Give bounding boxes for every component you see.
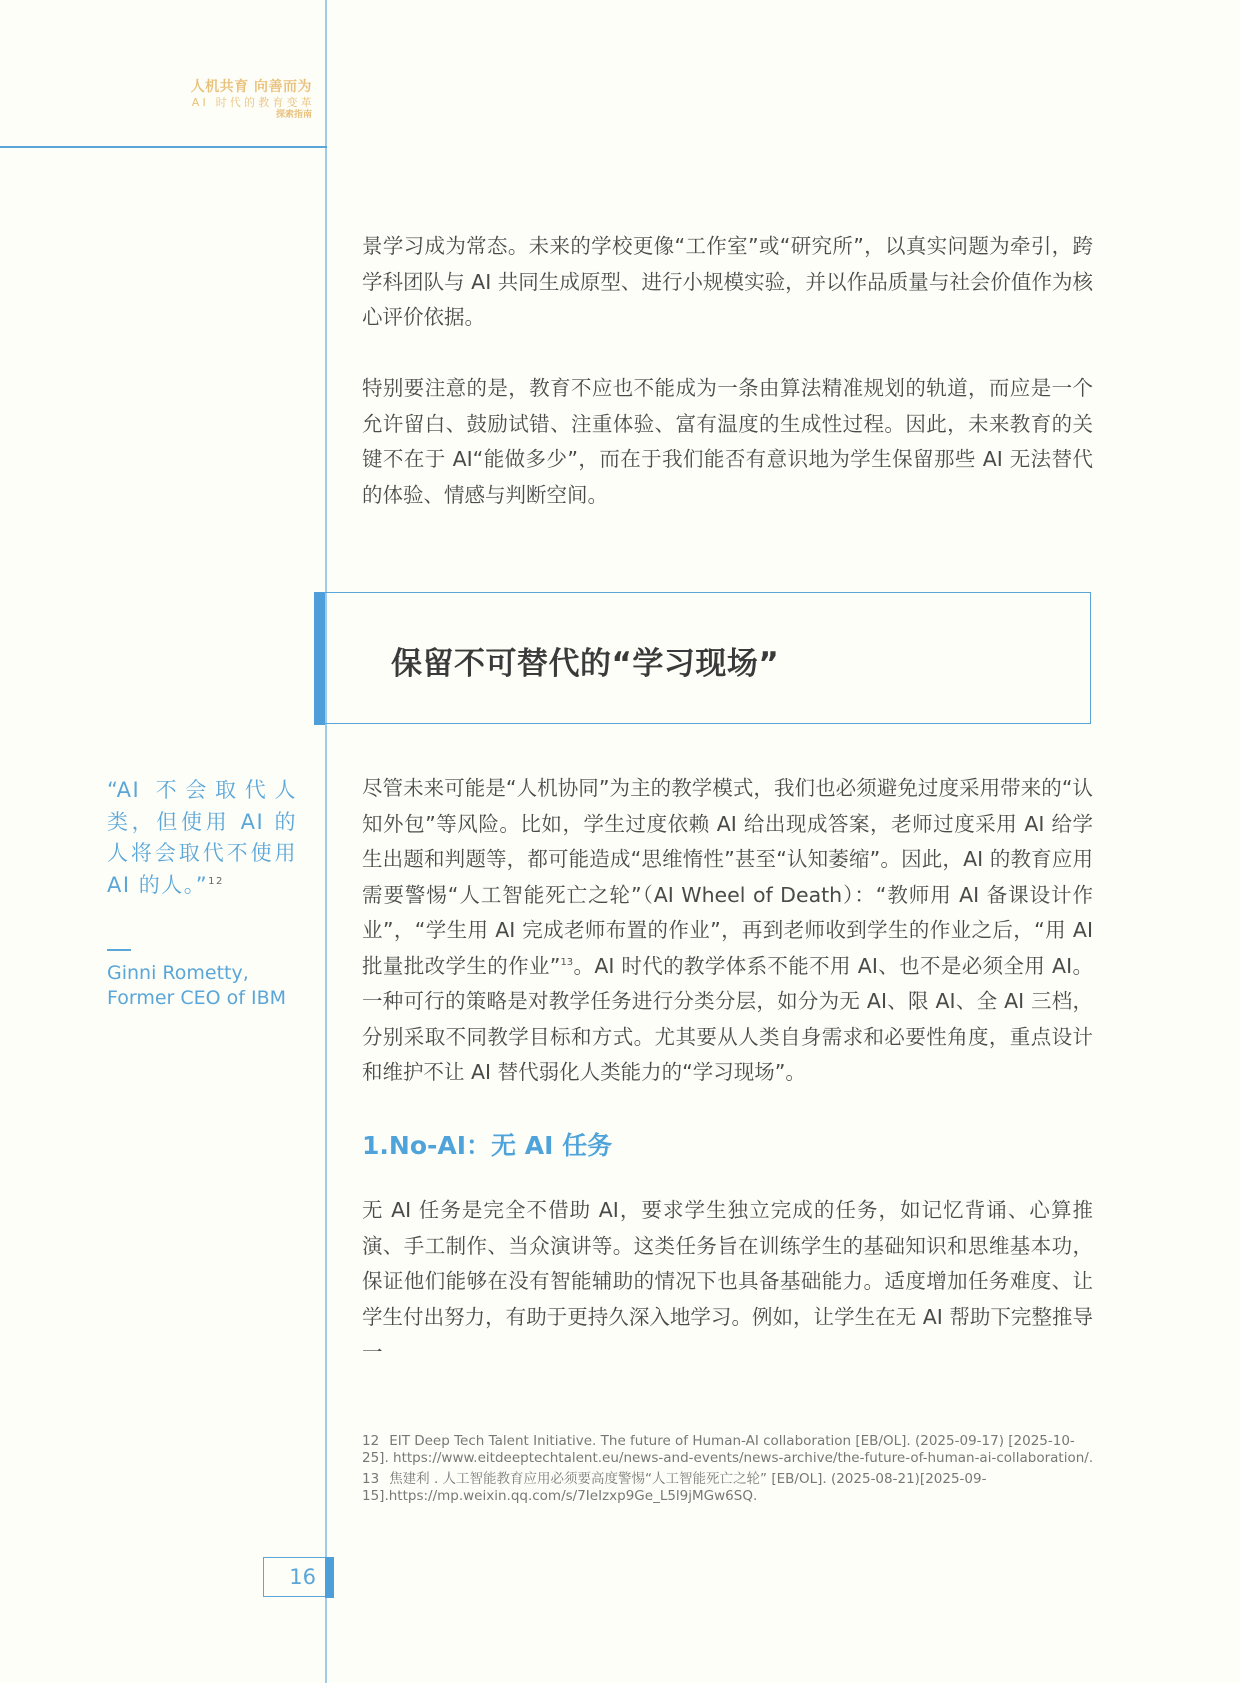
paragraph-2: 特别要注意的是，教育不应也不能成为一条由算法精准规划的轨道，而应是一个允许留白、鼓励试错、注重体验、富有温度的生成性过程。因此，未来教育的关键不在于 AI“能做多少”，而在于我们能否有意识地为学生保留那些 AI 无法替代的体验、情感与判断空间。 (362, 376, 1093, 507)
section-title: 保留不可替代的“学习现场” (391, 646, 780, 682)
footnote-ref-12[interactable]: 12 (208, 875, 224, 887)
footnote-number: 12 (362, 1433, 380, 1449)
header-subtitle: AI 时代的教育变革 (191, 96, 315, 109)
header-tagline: 探索指南 (275, 110, 312, 120)
paragraph-1: 景学习成为常态。未来的学校更像“工作室”或“研究所”，以真实问题为牵引，跨学科团队与 AI 共同生成原型、进行小规模实验，并以作品质量与社会价值作为核心评价依据。 (362, 234, 1093, 329)
footnote-ref-13[interactable]: 13 (560, 956, 574, 968)
paragraph-3 (362, 771, 1093, 1091)
quote-text: “AI 不会取代人类，但使用 AI 的人将会取代不使用 AI 的人。” (107, 778, 297, 897)
header-rule (0, 146, 327, 148)
header-title: 人机共育 向善而为 (190, 79, 312, 95)
author-name: Ginni Rometty, (107, 962, 249, 984)
footnote-text: 焦建利 . 人工智能教育应用必须要高度警惕“人工智能死亡之轮” [EB/OL]. (2025-08-21)[2025-09-15].https://mp.weixin.qq.com/s/7IeIzxp9Ge_L5l9jMGw6SQ. (362, 1471, 987, 1504)
footnote-12 (362, 1433, 1097, 1466)
footnote-13 (362, 1471, 1097, 1504)
paragraph-4: 无 AI 任务是完全不借助 AI，要求学生独立完成的任务，如记忆背诵、心算推演、手工制作、当众演讲等。这类任务旨在训练学生的基础知识和思维基本功，保证他们能够在没有智能辅助的情况下也具备基础能力。适度增加任务难度、让学生付出努力，有助于更持久深入地学习。例如，让学生在无 AI 帮助下完整推导一 (362, 1198, 1093, 1364)
running-header (190, 78, 315, 121)
footnote-number: 13 (362, 1471, 380, 1487)
paragraph-3-part2: 。AI 时代的教学体系不能不用 AI、也不是必须全用 AI。一种可行的策略是对教学任务进行分类分层，如分为无 AI、限 AI、全 AI 三档，分别采取不同教学目标和方式。尤其要从人类自身需求和必要性角度，重点设计和维护不让 AI 替代弱化人类能力的“学习现场”。 (362, 953, 1093, 1084)
page-number: 16 (289, 1565, 316, 1589)
author-title: Former CEO of IBM (107, 987, 287, 1009)
quote-dash (107, 949, 131, 951)
quote-author (107, 961, 286, 1011)
paragraph-3-part1: 尽管未来可能是“人机协同”为主的教学模式，我们也必须避免过度采用带来的“认知外包”等风险。比如，学生过度依赖 AI 给出现成答案，老师过度采用 AI 给学生出题和判题等，都可能造成“思维惰性”甚至“认知萎缩”。因此，AI 的教育应用需要警惕“人工智能死亡之轮”（AI Wheel of Death）：“教师用 AI 备课设计作业”，“学生用 AI 完成老师布置的作业”，再到老师收到学生的作业之后，“用 AI 批量批改学生的作业” (362, 776, 1093, 978)
vertical-rule (325, 0, 327, 1683)
subheading-no-ai: 1.No-AI：无 AI 任务 (362, 1131, 613, 1160)
footnote-text: EIT Deep Tech Talent Initiative. The future of Human-AI collaboration [EB/OL]. (2025-09-17) [2025-10-25]. https://www.eitdeeptechtalent.eu/news-and-events/news-archive/the-future-of-human-ai-collaboration/. (362, 1433, 1094, 1466)
footnotes (362, 1433, 1097, 1509)
pull-quote (107, 775, 297, 901)
page-number-accent (325, 1557, 334, 1598)
